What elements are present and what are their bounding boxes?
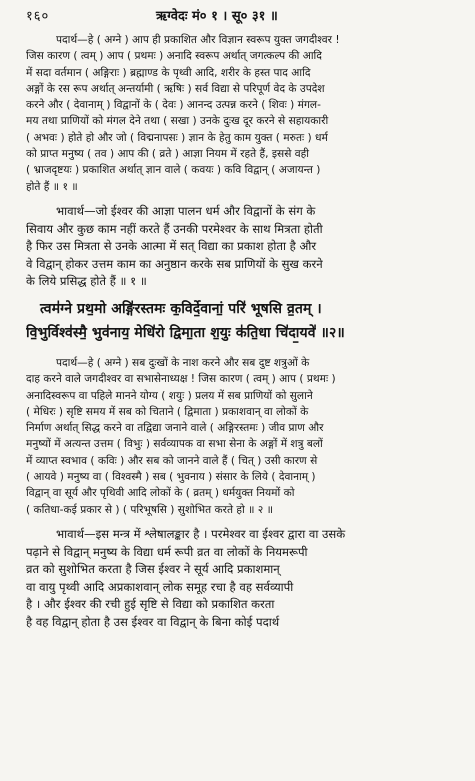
padartha-2-line: में व्याप्त स्वभाव ( कविः ) और सब को जानने वाले हैं ( चित् ) उसी कारण से xyxy=(26,454,318,467)
bhavartha-1-line: है फिर उस मित्रता से उनके आत्मा में सत् विद्या का प्रकाश होता है और xyxy=(26,239,317,254)
padartha-2-line: दाह करने वाले जगदीश्वर वा सभासेनाध्यक्ष ! जिस कारण ( त्वम् ) आप ( प्रथमः ) xyxy=(26,373,336,386)
bhavartha-2-line: है । और ईश्वर की रची हुई सृष्टि से विद्या को प्रकाशित करता xyxy=(26,597,275,612)
verse-line: वि॒भुर्विश्व॑स्मै॒ भुव॑नाय॒ मेधि॑रो द्विमा॒ता श॒युः क॑ति॒धा चि॑दा॒यवे॑ ॥२॥ xyxy=(26,324,345,341)
verse-mantra-2 xyxy=(26,297,461,345)
padartha-2-line: ( कतिधा-कई प्रकार से ) ( परिभूषसि ) सुशोभित करते हो ॥ २ ॥ xyxy=(26,503,274,516)
padartha-2-line: विद्वान् वा सूर्य और पृथिवी आदि लोकों के ( व्रतम् ) धर्मयुक्त नियमों को xyxy=(26,487,295,500)
bhavartha-2-line: व्रत को सुशोभित करता है जिस ईश्वर ने सूर्य आदि प्रकाशमान् xyxy=(26,562,280,577)
padartha-1-line: ( अभवः ) होते हो और जो ( विद्मनापसः ) ज्ञान के हेतु काम युक्त ( मरुतः ) धर्म xyxy=(26,131,328,144)
bhavartha-1-line: के लिये प्रसिद्ध होते हैं ॥ १ ॥ xyxy=(26,274,147,289)
padartha-1-line: में सदा वर्तमान ( अङ्गिराः ) ब्रह्माण्ड के पृथ्वी आदि, शरीर के हस्त पाद आदि xyxy=(26,66,311,79)
padartha-1-line: करने और ( देवानाम् ) विद्वानों के ( देवः ) आनन्द उत्पन्न करने ( शिवः ) मंगल- xyxy=(26,99,321,112)
padartha-section-2 xyxy=(26,355,461,518)
bhavartha-section-2 xyxy=(26,526,461,632)
running-head: ऋग्वेदः मं० १ । सू० ३१ ॥ xyxy=(156,9,278,24)
padartha-2-line: निर्माण अर्थात् सिद्ध करने वा तद्विद्या जनाने वाले ( अङ्गिरस्तमः ) जीव प्राण और xyxy=(26,422,324,435)
bhavartha-1-line: भावार्थ—जो ईश्वर की आज्ञा पालन धर्म और विद्वानों के संग के xyxy=(56,203,316,218)
padartha-2-line: मनुष्यों में अत्यन्त उत्तम ( विभुः ) सर्वव्यापक वा सभा सेना के अङ्गों में शत्रु बलों xyxy=(26,438,323,451)
verse-line: त्वम॑ग्ने प्रथ॒मो अङ्गि॑रस्तमः क॒विर्दे॒वानां॒ परि॑ भूषसि व्र॒तम् । xyxy=(40,300,322,317)
bhavartha-1-line: वे विद्वान् होकर उत्तम काम का अनुष्ठान करके सब प्राणियों के सुख करने xyxy=(26,256,323,271)
bhavartha-2-line: है वह विद्वान् होता है उस ईश्वर वा विद्वान् के बिना कोई पदार्थ xyxy=(26,614,280,629)
page-header xyxy=(26,6,461,28)
padartha-2-line: पदार्थ—हे ( अग्ने ) सब दुःखों के नाश करने और सब दुष्ट शत्रुओं के xyxy=(56,356,310,369)
bhavartha-1-line: सिवाय और कुछ काम नहीं करते हैं उनकी परमेश्वर के साथ मित्रता होती xyxy=(26,221,323,236)
bhavartha-2-line: भावार्थ—इस मन्त्र में श्लेषालङ्कार है । परमेश्वर वा ईश्वर द्वारा वा उसके xyxy=(56,526,346,541)
padartha-1-line: होते हैं ॥ १ ॥ xyxy=(26,180,78,193)
page-number: १६० xyxy=(26,9,50,24)
padartha-1-line: अङ्गों के रस रूप अर्थात् अन्तर्यामी ( ऋषिः ) सर्व विद्या से परिपूर्ण वेद के उपदेश xyxy=(26,82,325,95)
padartha-1-line: ( भ्राजदृष्टयः ) प्रकाशित अर्थात् ज्ञान वाले ( कवयः ) कवि विद्वान् ( अजायन्त ) xyxy=(26,164,321,177)
bhavartha-section-1 xyxy=(26,203,461,291)
bhavartha-2-line: वा वायु पृथ्वी आदि अप्रकाशवान् लोक समूह रचा है वह सर्वव्यापी xyxy=(26,579,294,594)
padartha-2-line: अनादिस्वरूप वा पहिले मानने योग्य ( शयुः ) प्रलय में सब प्राणियों को सुलाने xyxy=(26,389,313,402)
padartha-1-line: पदार्थ—हे ( अग्ने ) आप ही प्रकाशित और विज्ञान स्वरूप युक्त जगदीश्वर ! xyxy=(56,34,340,46)
padartha-1-line: मय तथा प्राणियों को मंगल देने तथा ( सखा ) उनके दुःख दूर करने से सहायकारी xyxy=(26,115,329,128)
padartha-2-line: ( आयवे ) मनुष्य वा ( विश्वस्मै ) सब ( भुवनाय ) संसार के लिये ( देवानाम् ) xyxy=(26,471,316,484)
bhavartha-2-line: पढ़ाने से विद्वान् मनुष्य के विद्या धर्म रूपी व्रत वा लोकों के नियमरूपी xyxy=(26,544,308,559)
padartha-2-line: ( मेधिरः ) सृष्टि समय में सब को चिताने ( द्विमाता ) प्रकाशवान् वा लोकों के xyxy=(26,405,309,418)
padartha-section-1 xyxy=(26,32,461,195)
padartha-1-line: को प्राप्त मनुष्य ( तव ) आप की ( व्रते ) आज्ञा नियम में रहते हैं, इससे वही xyxy=(26,148,310,161)
padartha-1-line: जिस कारण ( त्वम् ) आप ( प्रथमः ) अनादि स्वरूप अर्थात् जगत्कल्प की आदि xyxy=(26,50,322,63)
